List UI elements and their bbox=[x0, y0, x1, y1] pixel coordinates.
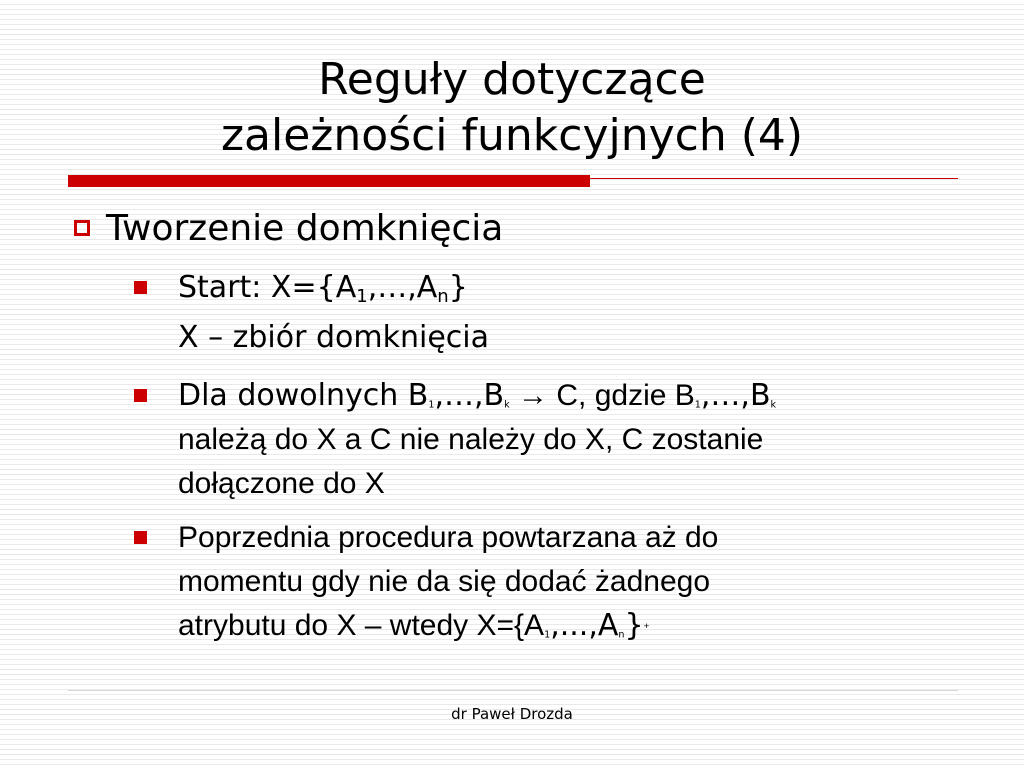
start-middle: ,…,A bbox=[367, 270, 438, 305]
slide-title bbox=[0, 52, 1024, 164]
bullet-rule bbox=[134, 374, 954, 504]
bullet-repeat-line-3 bbox=[178, 604, 649, 648]
start-sub-1: 1 bbox=[356, 286, 368, 308]
rule-part-3: → C, gdzie B bbox=[509, 379, 695, 412]
bullet-rule-line-3: dołączone do X bbox=[178, 467, 385, 500]
bullet-rule-line-1 bbox=[178, 374, 776, 418]
square-bullet-icon bbox=[134, 389, 147, 402]
hollow-square-bullet-icon bbox=[74, 220, 90, 236]
start-sub-n: n bbox=[437, 286, 449, 308]
rule-sub-1: 1 bbox=[428, 399, 435, 411]
bullet-start-line-1 bbox=[178, 266, 468, 310]
repeat-sub-n: n bbox=[618, 629, 625, 641]
start-prefix: Start: X={A bbox=[178, 270, 357, 305]
square-bullet-icon bbox=[134, 531, 147, 544]
bullet-repeat bbox=[134, 516, 954, 650]
slide-title-line-1: Reguły dotyczące bbox=[318, 54, 706, 105]
repeat-sub-1: 1 bbox=[544, 629, 551, 641]
start-suffix: } bbox=[448, 270, 468, 305]
rule-sub-k: k bbox=[504, 399, 510, 411]
repeat-line-3-prefix: atrybutu do X – wtedy X={A bbox=[178, 609, 545, 642]
heading-text: Tworzenie domknięcia bbox=[106, 208, 504, 249]
rule-part-4: ,…,B bbox=[700, 378, 771, 413]
bullet-start bbox=[134, 266, 954, 366]
footer-author: dr Paweł Drozda bbox=[451, 705, 573, 723]
repeat-line-3-suffix: } bbox=[624, 608, 644, 643]
bullet-repeat-line-1: Poprzednia procedura powtarzana aż do bbox=[178, 521, 719, 554]
rule-part-1: Dla dowolnych B bbox=[178, 378, 429, 413]
rule-sub-kb: k bbox=[770, 399, 777, 411]
bullet-repeat-line-2: momentu gdy nie da się dodać żadnego bbox=[178, 565, 711, 598]
slide-title-line-2: zależności funkcyjnych (4) bbox=[220, 110, 804, 161]
square-bullet-icon bbox=[134, 281, 147, 294]
repeat-line-3-middle: ,...,A bbox=[550, 608, 619, 643]
title-underline-thin bbox=[590, 178, 958, 179]
footer-divider bbox=[68, 690, 958, 691]
title-underline-bar bbox=[68, 175, 590, 187]
rule-part-2: ,…,B bbox=[434, 378, 505, 413]
heading-item bbox=[74, 204, 503, 254]
rule-sub-1b: 1 bbox=[694, 399, 701, 411]
bullet-start-line-2: X – zbiór domknięcia bbox=[178, 320, 489, 355]
repeat-sup-plus: + bbox=[643, 620, 650, 632]
bullet-rule-line-2: należą do X a C nie należy do X, C zostanie bbox=[178, 423, 764, 456]
